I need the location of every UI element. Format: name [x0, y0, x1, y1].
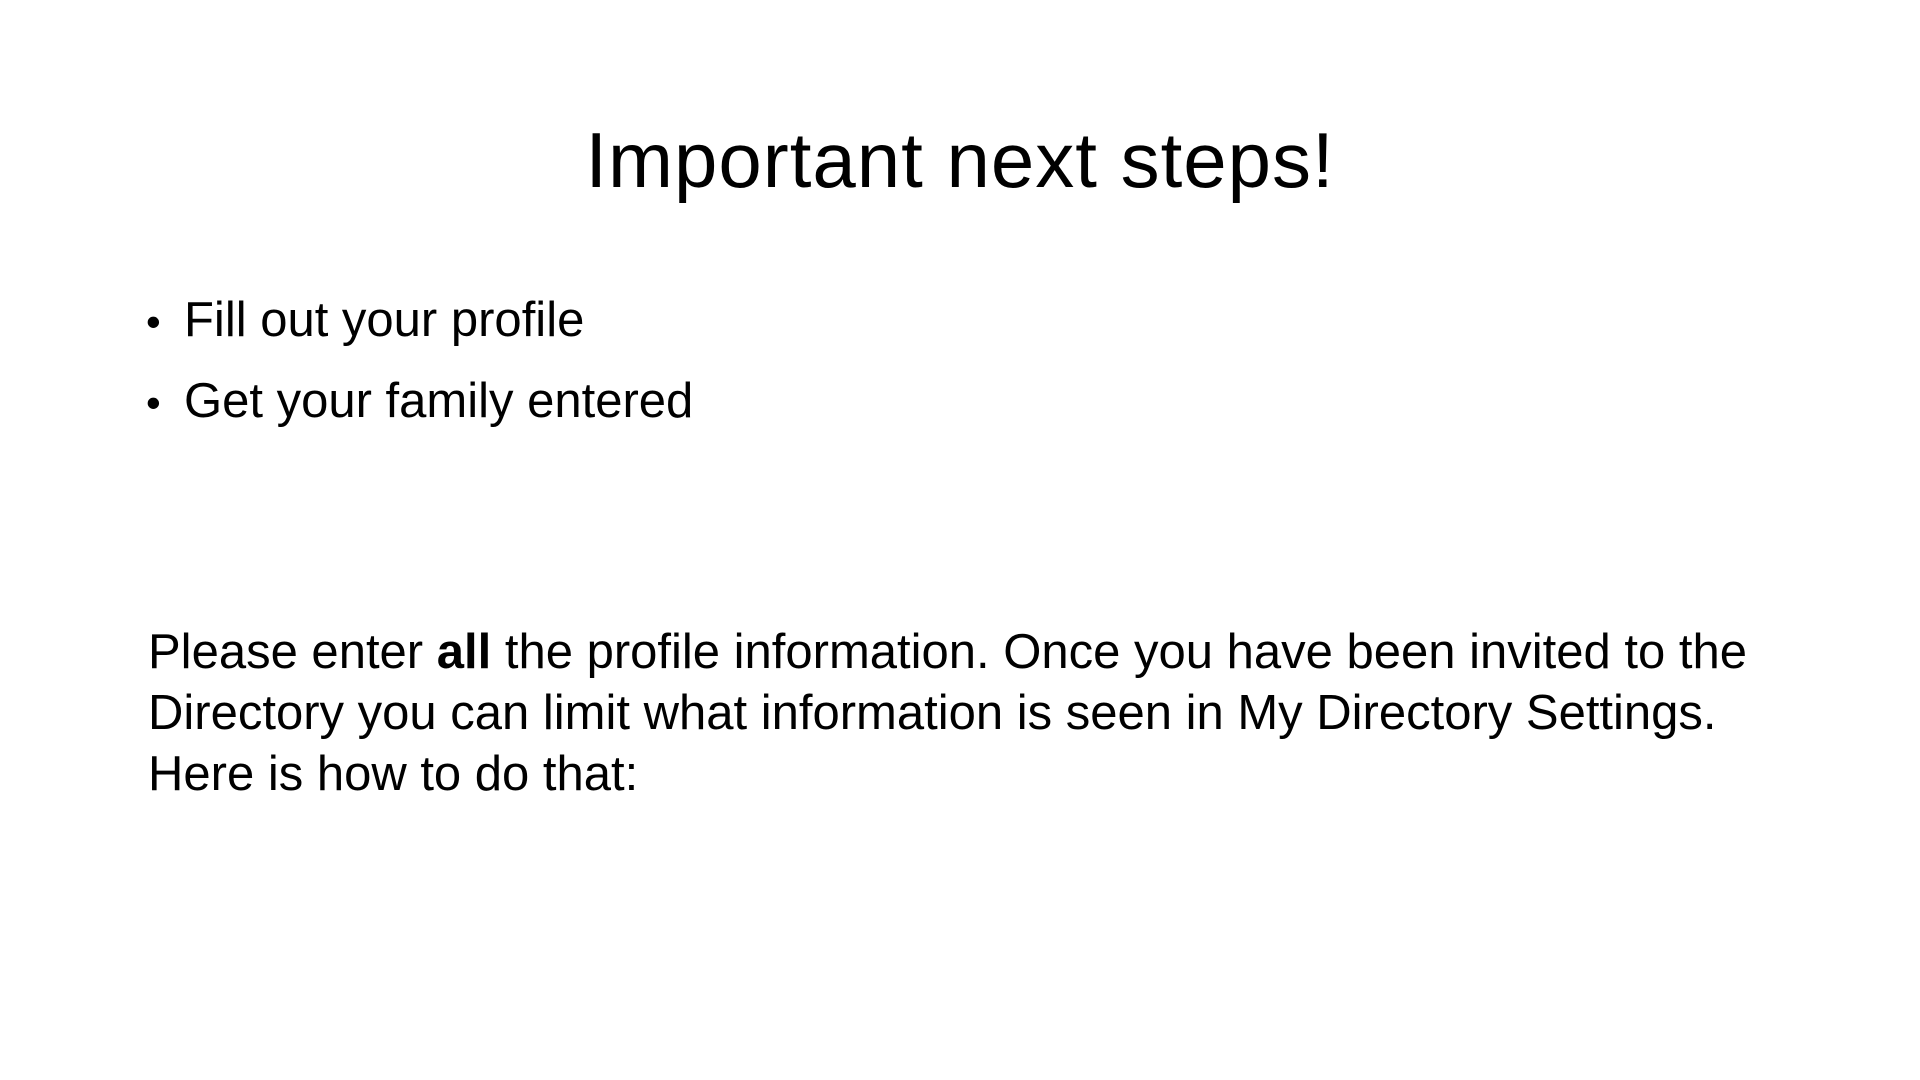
- paragraph-text-end: the profile information. Once you have been invited to the Directory you can limit what information is seen in My Directory Settings. Here is how to do that:: [148, 625, 1747, 801]
- list-item: [146, 371, 1746, 431]
- bullet-text: Get your family entered: [184, 374, 694, 428]
- bullet-list: [146, 290, 1746, 452]
- paragraph-text-start: Please enter: [148, 625, 437, 679]
- list-item: [146, 290, 1746, 350]
- body-paragraph: [148, 622, 1808, 805]
- bullet-dot-icon: •: [146, 298, 161, 345]
- paragraph-emphasis: all: [436, 625, 492, 679]
- slide-title: Important next steps!: [585, 116, 1335, 204]
- bullet-text: Fill out your profile: [184, 293, 585, 347]
- bullet-dot-icon: •: [146, 379, 161, 426]
